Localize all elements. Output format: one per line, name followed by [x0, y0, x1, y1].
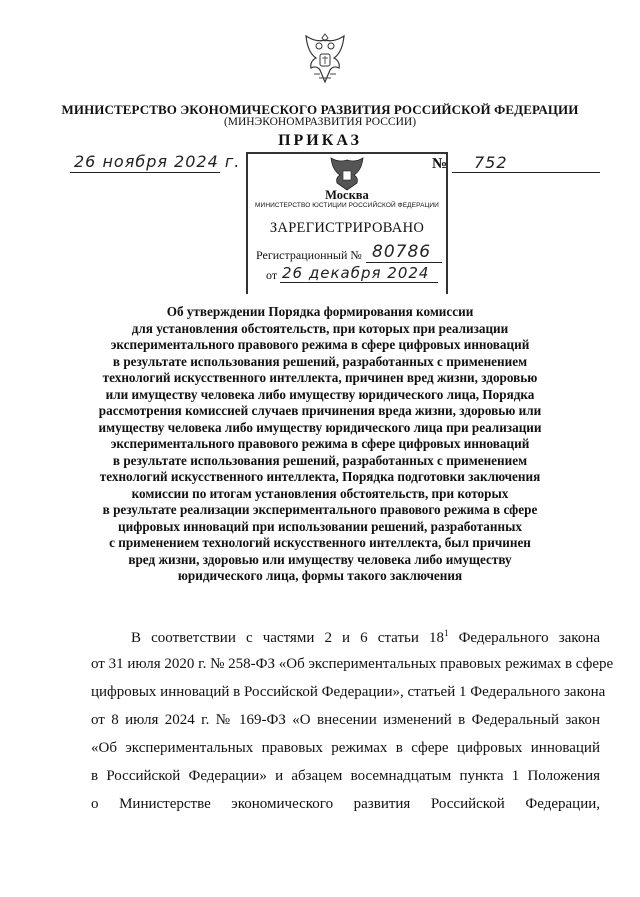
eagle-emblem: [328, 156, 366, 192]
heading-line: юридического лица, формы такого заключения: [177, 568, 463, 583]
heading-line: рассмотрения комиссией случаев причинения вреда жизни, здоровью или: [98, 403, 542, 418]
stamp-date-value: 26 декабря 2024: [282, 264, 430, 282]
heading-line: в результате использования решений, разработанных с применением: [112, 452, 528, 468]
heading-line: экспериментального правового режима в сфере цифровых инноваций: [110, 337, 530, 352]
superscript: 1: [443, 628, 449, 638]
registration-stamp: [246, 152, 448, 294]
heading-line: комиссии по итогам установления обстоятельств, при которых: [131, 485, 509, 501]
body-line: о Министерстве экономического развития Российской Федерации,: [91, 796, 600, 812]
body-line: от 31 июля 2020 г. № 258-ФЗ «Об экспериментальных правовых режимах в сфере: [91, 656, 614, 672]
heading-line: имуществу человека либо имуществу юридического лица при реализации: [98, 419, 542, 435]
stamp-reg-underline: [366, 262, 442, 263]
body-line: от 8 июля 2024 г. № 169-ФЗ «О внесении изменений в Федеральный закон: [91, 712, 600, 728]
heading-line: или имуществу человека либо имуществу юридического лица, Порядка: [105, 386, 535, 402]
date-underline: [70, 172, 220, 173]
heading-line: с применением технологий искусственного интеллекта, был причинен: [109, 535, 531, 550]
stamp-date-label: от: [266, 268, 278, 282]
stamp-status: ЗАРЕГИСТРИРОВАНО: [269, 220, 425, 236]
ministry-name: МИНИСТЕРСТВО ЭКОНОМИЧЕСКОГО РАЗВИТИЯ РОССИЙСКОЙ ФЕДЕРАЦИИ: [61, 102, 579, 117]
body-text: В соответствии с частями 2 и 6 статьи 18: [131, 630, 444, 646]
body-line: «Об экспериментальных правовых режимах в сфере цифровых инноваций: [91, 740, 600, 756]
heading-line: Об утверждении Порядка формирования комиссии: [166, 304, 474, 319]
stamp-ministry: МИНИСТЕРСТВО ЮСТИЦИИ РОССИЙСКОЙ ФЕДЕРАЦИИ: [255, 202, 439, 209]
document-type-title: ПРИКАЗ: [278, 132, 362, 149]
body-line: в Российской Федерации» и абзацем восемнадцатым пункта 1 Положения: [91, 768, 600, 784]
order-heading: [70, 304, 570, 585]
heading-line: вред жизни, здоровью или имуществу человека либо имуществу: [128, 551, 512, 567]
heading-line: в результате реализации экспериментального правового режима в сфере: [102, 502, 538, 517]
heading-line: технологий искусственного интеллекта, причинен вред жизни, здоровью: [102, 370, 538, 385]
heading-line: цифровых инноваций при использовании решений, разработанных: [118, 518, 522, 534]
stamp-reg-label: Регистрационный №: [256, 248, 362, 262]
heading-line: технологий искусственного интеллекта, Порядка подготовки заключения: [99, 469, 541, 484]
number-underline: [452, 172, 600, 173]
coat-of-arms-emblem: [300, 30, 350, 88]
heading-line: экспериментального правового режима в сфере цифровых инноваций: [110, 436, 530, 451]
order-number: 752: [474, 153, 508, 172]
order-date: 26 ноября 2024 г.: [74, 152, 241, 171]
body-first-line: [131, 628, 600, 647]
body-text: Федерального закона: [448, 630, 601, 646]
stamp-date-underline: [280, 282, 438, 283]
stamp-city: Москва: [325, 188, 369, 202]
number-sign: №: [432, 156, 448, 172]
heading-line: для установления обстоятельств, при которых при реализации: [131, 320, 509, 336]
body-line: цифровых инноваций в Российской Федерации», статьей 1 Федерального закона: [91, 684, 606, 700]
ministry-short-name: (МИНЭКОНОМРАЗВИТИЯ РОССИИ): [223, 116, 417, 128]
stamp-reg-number: 80786: [372, 242, 432, 262]
heading-line: в результате использования решений, разработанных с применением: [112, 353, 528, 369]
